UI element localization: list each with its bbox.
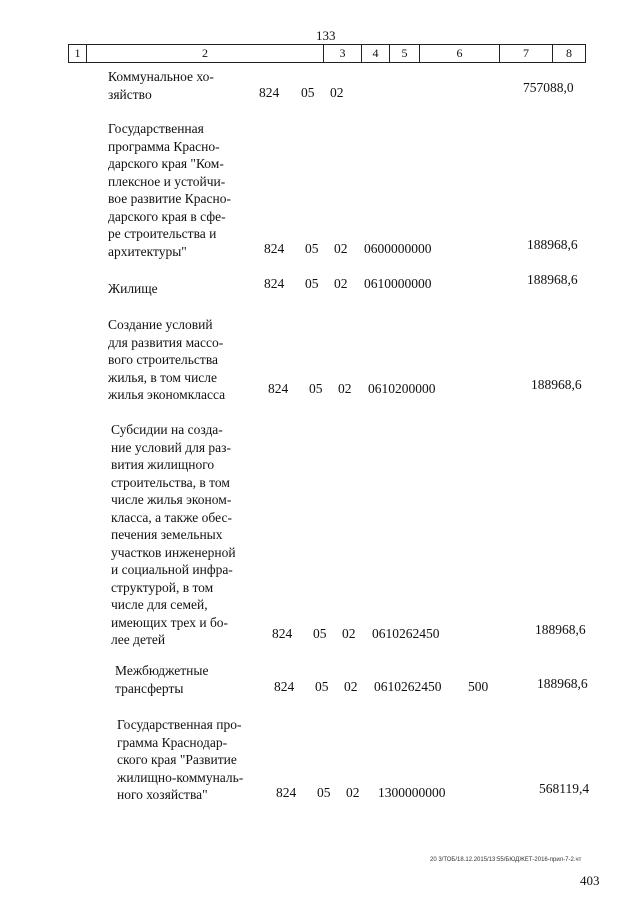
desc-line: программа Красно- (108, 138, 220, 154)
desc-line: ре строительства и (108, 226, 217, 241)
desc-line: Межбюджетные (115, 663, 209, 678)
page-number-top: 133 (316, 28, 336, 43)
code-target: 0610200000 (368, 381, 436, 396)
amount: 568119,4 (539, 781, 590, 796)
desc-line: Государственная (108, 121, 204, 136)
code-section: 05 (301, 85, 315, 100)
header-cell-8: 8 (566, 46, 572, 60)
code-ministry: 824 (272, 626, 293, 641)
desc-line: Коммунальное хо- (108, 69, 214, 84)
code-target: 1300000000 (378, 785, 446, 800)
header-cell-2: 2 (87, 45, 324, 62)
desc-line: жилья экономкласса (108, 387, 226, 402)
desc-line: числе для семей, (111, 597, 208, 612)
amount: 188968,6 (531, 377, 582, 392)
code-target: 0610262450 (374, 679, 442, 694)
amount: 188968,6 (527, 237, 578, 252)
code-ministry: 824 (259, 85, 280, 100)
header-cell-3: 3 (324, 45, 362, 62)
desc-line: Субсидии на созда- (111, 422, 223, 437)
code-subsection: 02 (342, 626, 356, 641)
code-subsection: 02 (334, 241, 348, 256)
desc-line: и социальной инфра- (111, 562, 233, 577)
desc-line: ского края "Развитие (117, 752, 237, 767)
column-header-row (68, 44, 586, 63)
desc-line: Жилище (108, 281, 158, 296)
desc-line: архитектуры" (108, 243, 187, 259)
amount: 188968,6 (537, 676, 588, 691)
code-ministry: 824 (264, 241, 285, 256)
code-section: 05 (315, 679, 329, 694)
code-ministry: 824 (276, 785, 297, 800)
row-description (115, 662, 258, 697)
desc-line: ного хозяйства" (117, 787, 208, 802)
code-subsection: 02 (334, 276, 348, 291)
code-ministry: 824 (274, 679, 295, 694)
code-subsection: 02 (330, 85, 344, 100)
header-cell-5: 5 (390, 45, 420, 62)
amount: 188968,6 (535, 622, 586, 637)
row-description (117, 716, 260, 804)
code-section: 05 (313, 626, 327, 641)
desc-line: трансферты (115, 680, 184, 696)
desc-line: лее детей (111, 632, 166, 647)
desc-line: печения земельных (111, 527, 223, 542)
footer-stamp: 20 3/ТОБ/18.12.2015/13:55/БЮДЖЕТ-2016-прил-7-2.чт (430, 857, 582, 863)
code-target: 0610000000 (364, 276, 432, 291)
code-section: 05 (305, 241, 319, 256)
code-ministry: 824 (268, 381, 289, 396)
row-description (108, 280, 251, 298)
desc-line: имеющих трех и бо- (111, 614, 229, 630)
desc-line: строительства, в том (111, 474, 230, 490)
code-subsection: 02 (344, 679, 358, 694)
row-description (108, 68, 251, 103)
desc-line: ние условий для раз- (111, 439, 232, 455)
desc-line: зяйство (108, 86, 152, 102)
code-target: 0600000000 (364, 241, 432, 256)
code-ministry: 824 (264, 276, 285, 291)
header-cell-1: 1 (69, 45, 87, 62)
code-subsection: 02 (346, 785, 360, 800)
desc-line: для развития массо- (108, 334, 224, 350)
row-description (111, 421, 254, 649)
desc-line: грамма Краснодар- (117, 734, 228, 750)
desc-line: Создание условий (108, 317, 213, 332)
code-subsection: 02 (338, 381, 352, 396)
code-section: 05 (317, 785, 331, 800)
header-cell-6: 6 (420, 45, 500, 62)
desc-line: плексное и устойчи- (108, 173, 226, 189)
desc-line: дарского края "Ком- (108, 156, 224, 171)
header-cell-7: 7 (500, 45, 553, 62)
desc-line: жилищно-коммуналь- (117, 769, 244, 785)
desc-line: участков инженерной (111, 544, 236, 560)
desc-line: вития жилищного (111, 457, 215, 472)
amount: 188968,6 (527, 272, 578, 287)
code-section: 05 (305, 276, 319, 291)
amount: 757088,0 (523, 80, 574, 95)
desc-line: вого строительства (108, 352, 219, 367)
desc-line: класса, а также обес- (111, 509, 232, 525)
desc-line: Государственная про- (117, 717, 242, 732)
page-number-bottom: 403 (580, 873, 600, 888)
code-target: 0610262450 (372, 626, 440, 641)
header-cell-4: 4 (362, 45, 390, 62)
desc-line: жилья, в том числе (108, 369, 218, 385)
desc-line: дарского края в сфе- (108, 208, 226, 224)
desc-line: вое развитие Красно- (108, 191, 231, 206)
code-expense-type: 500 (468, 679, 489, 694)
desc-line: числе жилья эконом- (111, 492, 232, 507)
desc-line: структурой, в том (111, 579, 214, 595)
row-description (108, 316, 251, 404)
row-description (108, 120, 251, 260)
code-section: 05 (309, 381, 323, 396)
